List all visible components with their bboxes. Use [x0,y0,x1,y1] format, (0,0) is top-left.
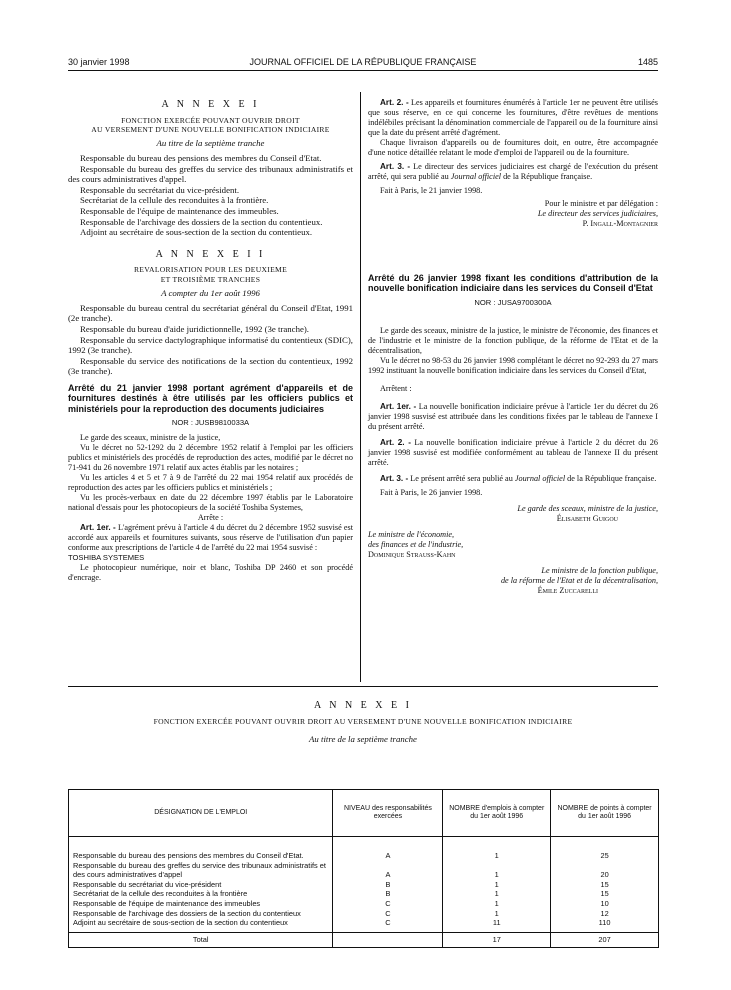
article-text: Les appareils et fournitures énumérés à l'article 1er ne peuvent être utilisés que sous réserve, en ce qui concerne les fournitures, d'être revêtues de mentions indélébiles précisant la dénomination commerciale de l'appareil ou de la fourniture ainsi que la date du présent arrêté d'agrément. [368,98,658,137]
bottom-annexe-tranche: Au titre de la septième tranche [309,734,417,745]
signature-name: P. Ingall-Montagnier [582,219,658,228]
list-item: Secrétariat de la cellule des reconduites à la frontière. [80,195,269,206]
annexe1-list [68,153,353,238]
table-cell-points: 15 [551,889,659,899]
table-cell-emplois: 1 [443,851,551,861]
signature-name: Élisabeth Guigou [556,514,618,524]
signature-title: Le ministre de la fonction publique, [541,566,658,576]
table-cell-niveau: A [333,851,443,861]
right-column [368,98,658,596]
left-column [68,98,353,583]
article-2 [368,438,658,468]
article-text: Le présent arrêté sera publié au [408,474,515,484]
article-text: Le directeur des services judiciaires est chargé de l'exécution du présent arrêté, qui sera publié au [368,162,658,181]
table-cell-points: 12 [551,909,659,919]
table-cell-points: 15 [551,880,659,890]
arrete-21-title: Arrêté du 21 janvier 1998 portant agrément d'appareils et de fournitures destinés à être utilisés par les officiers publics et ministériels pour la reproduction des documents judiciaires [68,382,353,414]
article-3 [368,474,658,484]
total-label: Total [69,932,333,947]
table-cell-designation: Secrétariat de la cellule des reconduites à la frontière [69,889,333,899]
column-header-points: NOMBRE de points à compter du 1er août 1996 [551,790,659,837]
total-points: 207 [551,932,659,947]
table-cell-designation: Responsable du bureau des pensions des membres du Conseil d'Etat. [69,851,333,861]
article-text: La nouvelle bonification indiciaire prévue à l'article 2 du décret du 26 janvier 1998 susvisé est modifiée conformément au tableau de l'annexe II du présent arrêté. [368,438,658,468]
arrete-26-title: Arrêté du 26 janvier 1998 fixant les conditions d'attribution de la nouvelle bonification indiciaire dans les services du Conseil d'Etat [368,273,658,294]
list-item: Responsable du bureau central du secrétariat général du Conseil d'Etat, 1991 (2e tranche). [68,302,353,324]
table-body [69,837,659,948]
column-separator [360,92,361,682]
table-row [69,851,659,861]
paragraph: Vu les articles 4 et 5 et 7 à 9 de l'arrêté du 22 mai 1954 relatif aux procédés de reproduction des actes par les officiers publics et ministériels ; [68,472,353,492]
bottom-annex [68,700,658,748]
table-cell-niveau: B [333,889,443,899]
article-1 [368,402,658,432]
paragraph: Le garde des sceaux, ministre de la justice, le ministre de l'économie, des finances et de l'industrie et le ministre de la fonction publique, de la réforme de l'Etat et de la décentralisation, [368,326,658,356]
signature-title: Le garde des sceaux, ministre de la justice, [517,504,658,514]
signature-title: Le ministre de l'économie, [368,530,455,540]
list-item: Responsable du bureau d'aide juridictionnelle, 1992 (3e tranche). [80,323,310,334]
list-item: Adjoint au secrétaire de sous-section de la section du contentieux. [80,227,313,238]
nbi-table [68,789,659,948]
annexe1-title: A N N E X E I [161,99,260,110]
signature-name: Émile Zuccarelli [537,586,598,596]
paragraph: Le photocopieur numérique, noir et blanc, Toshiba DP 2460 et son procédé d'encrage. [68,563,353,583]
signature-title: Le directeur des services judiciaires, [537,209,658,218]
list-item: Responsable du secrétariat du vice-président. [80,184,240,195]
table-row [69,880,659,890]
table-row [69,918,659,928]
fait-a-paris: Fait à Paris, le 21 janvier 1998. [380,186,483,195]
bottom-annexe-title: A N N E X E I [314,700,412,711]
table-cell-emplois: 1 [443,909,551,919]
table-cell-niveau: C [333,909,443,919]
table-cell-points: 25 [551,851,659,861]
article-label: Art. 1er. - [80,522,116,532]
table-cell-designation: Responsable de l'archivage des dossiers de la section du contentieux [69,909,333,919]
list-item: Responsable du service dactylographique informatisé du contentieux (SDIC), 1992 (3e tranche). [68,334,353,356]
table-cell-points: 10 [551,899,659,909]
annexe2-subtitle-1: REVALORISATION POUR LES DEUXIEME [133,265,288,275]
signature-line: Pour le ministre et par délégation : [544,199,658,208]
arretent-label: Arrêtent : [380,384,412,394]
journal-officiel: Journal officiel [514,474,566,484]
signature-title: des finances et de l'industrie, [368,540,464,550]
signature-title: de la réforme de l'Etat et de la décentralisation, [500,576,658,586]
table-cell-emplois: 1 [443,889,551,899]
list-item: Responsable du service des notifications de la section du contentieux, 1992 (3e tranche). [68,355,353,377]
signature-block-3 [368,530,658,560]
page-header [68,57,658,69]
annexe1-subtitle-2: AU VERSEMENT D'UNE NOUVELLE BONIFICATION INDICIAIRE [91,125,330,134]
header-page-number: 1485 [637,57,658,67]
annexe2-subtitle-2: ET TROISIÈME TRANCHES [160,274,261,284]
arrete-21-visas [68,433,353,513]
table-cell-points: 110 [551,918,659,928]
table-cell-designation: Responsable du bureau des greffes du service des tribunaux administratifs et des cours administratives d'appel [69,861,333,880]
list-item: Responsable de l'équipe de maintenance des immeubles. [80,205,279,216]
company-name: TOSHIBA SYSTEMES [68,552,145,562]
table-row [69,889,659,899]
table-cell-emplois: 1 [443,899,551,909]
signature-block-1 [368,199,658,229]
arrete-26-nor: NOR : JUSA9700300A [474,297,552,307]
table-row [69,899,659,909]
article-1 [68,523,353,553]
table-row [69,861,659,880]
article-label: Art. 1er. - [380,402,417,412]
paragraph: Vu le décret no 98-53 du 26 janvier 1998 complétant le décret no 92-293 du 27 mars 1992 instituant la nouvelle bonification indiciaire dans les services du Conseil d'Etat, [368,356,658,376]
article-text: de la République française. [501,172,593,181]
table-cell-designation: Responsable de l'équipe de maintenance des immeubles [69,899,333,909]
signature-name: Dominique Strauss-Kahn [368,550,456,560]
paragraph: Vu les procès-verbaux en date du 22 décembre 1997 établis par le Laboratoire national d'essais pour les photocopieurs de la société Toshiba Systemes, [68,492,353,512]
fait-a-paris: Fait à Paris, le 26 janvier 1998. [380,488,483,498]
paragraph: Le garde des sceaux, ministre de la justice, [80,432,221,442]
article-text: de la République française. [565,474,657,484]
list-item: Responsable du bureau des pensions des membres du Conseil d'Etat. [80,153,322,163]
column-header-designation: DÉSIGNATION DE L'EMPLOI [69,790,333,837]
column-header-niveau: NIVEAU des responsabilités exercées [333,790,443,837]
bottom-annexe-subtitle: FONCTION EXERCÉE POUVANT OUVRIR DROIT AU VERSEMENT D'UNE NOUVELLE BONIFICATION INDICIAIRE [153,717,573,726]
article-2 [368,98,658,138]
article-label: Art. 3. - [380,474,409,484]
table-cell-designation: Responsable du secrétariat du vice-président [69,880,333,890]
arrete-label: Arrête : [197,512,224,522]
arrete-21-nor: NOR : JUSB9810033A [171,418,250,428]
signature-block-2 [368,504,658,524]
table-cell-niveau: B [333,880,443,890]
annexe2-date: A compter du 1er août 1996 [161,288,260,299]
header-journal: JOURNAL OFFICIEL DE LA RÉPUBLIQUE FRANÇAISE [249,57,477,67]
column-header-emplois: NOMBRE d'emplois à compter du 1er août 1996 [443,790,551,837]
table-cell-points: 20 [551,861,659,880]
section-rule [68,686,658,687]
paragraph: Chaque livraison d'appareils ou de fournitures doit, en outre, être accompagnée d'une notice détaillée relatant le mode d'emploi de l'appareil ou de la fourniture. [368,138,658,157]
total-emplois: 17 [443,932,551,947]
list-item: Responsable de l'archivage des dossiers de la section du contentieux. [80,216,323,227]
article-label: Art. 2. - [380,98,409,107]
table-cell-emplois: 11 [443,918,551,928]
article-text: La nouvelle bonification indiciaire prévue à l'article 1er du décret du 26 janvier 1998 susvisé est attribuée dans les conditions fixées par le tableau de l'annexe I du présent arrêté. [368,402,658,432]
header-rule [68,70,658,71]
table-cell-niveau: C [333,918,443,928]
article-label: Art. 2. - [380,438,411,448]
article-text: L'agrément prévu à l'article 4 du décret du 2 décembre 1952 susvisé est accordé aux appareils et fournitures suivants, sous réserve de l'utilisation d'un papier conforme aux prescriptions de l'article 4 de l'arrêté du 22 mai 1954 susvisé : [68,522,353,552]
annexe2-title: A N N E X E I I [155,248,266,260]
table-cell-niveau: C [333,899,443,909]
table-row [69,909,659,919]
journal-officiel: Journal officiel [450,172,502,181]
total-niveau [333,932,443,947]
table-total-row [69,932,659,947]
article-label: Art. 3. - [380,162,411,171]
annexe1-tranche: Au titre de la septième tranche [156,138,265,149]
table-cell-emplois: 1 [443,880,551,890]
annexe2-list [68,303,353,377]
table-cell-niveau: A [333,861,443,880]
paragraph: Vu le décret no 52-1292 du 2 décembre 1952 relatif à l'emploi par les officiers publics et ministériels des procédés de reproduction des actes, modifié par le décret no 71-941 du 26 novembre 1971 relatif aux actes établis par les notaires ; [68,442,353,472]
table-cell-designation: Adjoint au secrétaire de sous-section de la section du contentieux [69,918,333,928]
signature-block-4 [368,566,658,596]
annexe1-subtitle-1: FONCTION EXERCÉE POUVANT OUVRIR DROIT [121,115,300,125]
table-cell-emplois: 1 [443,861,551,880]
table-header-row [69,790,659,837]
article-3 [368,162,658,182]
header-date: 30 janvier 1998 [68,57,130,67]
list-item: Responsable du bureau des greffes du service des tribunaux administratifs et des cours administratives d'appel. [68,163,353,185]
